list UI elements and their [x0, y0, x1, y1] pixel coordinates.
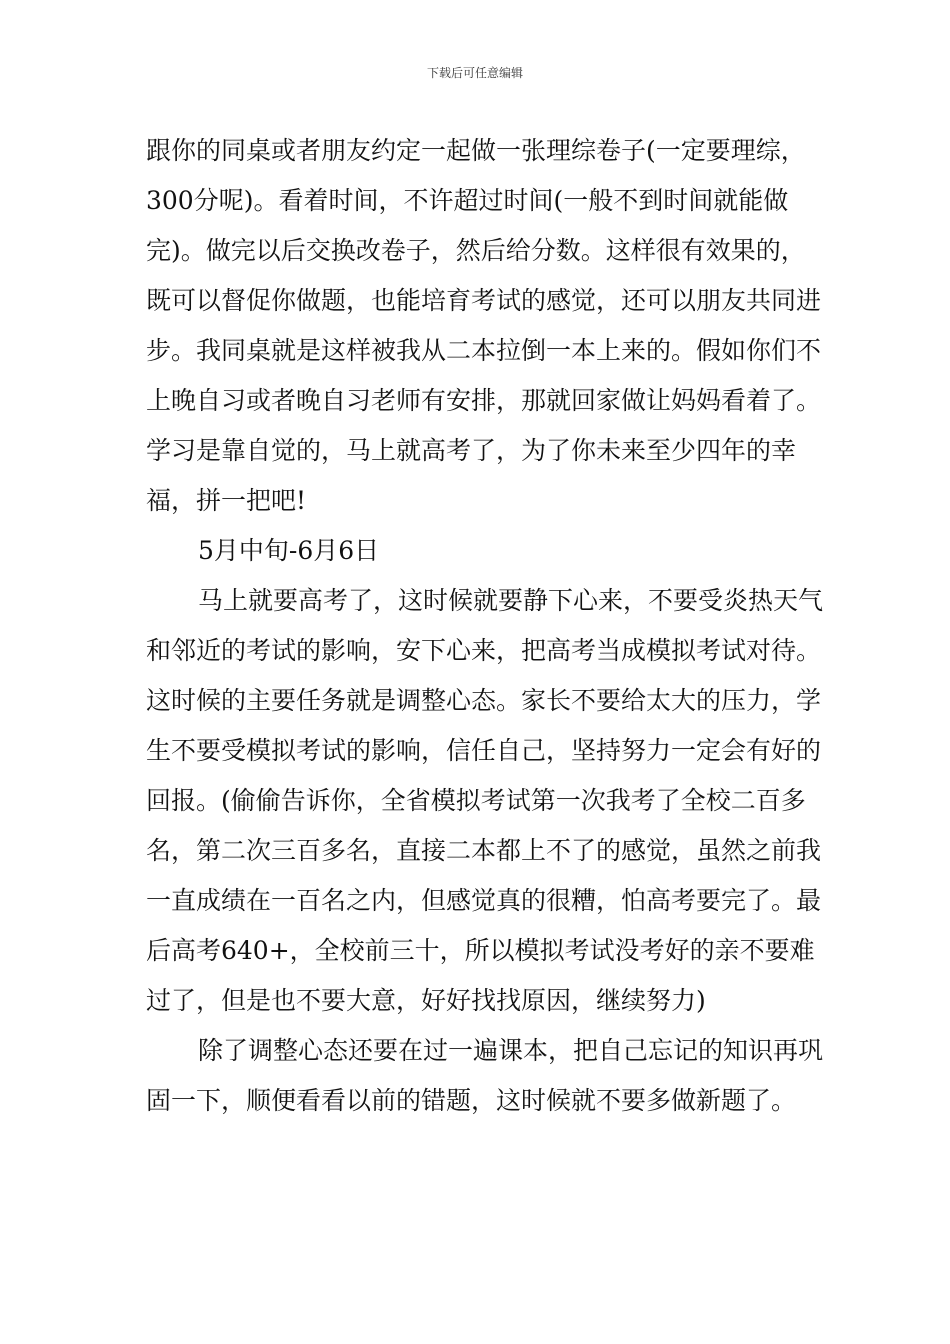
paragraph-review-textbook: 除了调整心态还要在过一遍课本，把自己忘记的知识再巩固一下，顺便看看以前的错题，这时候就不要多做新题了。 [146, 1036, 824, 1115]
section-heading-date-range: 5月中旬-6月6日 [198, 536, 380, 565]
document-body [146, 126, 826, 1126]
paragraph-study-partner: 跟你的同桌或者朋友约定一起做一张理综卷子(一定要理综，300分呢)。看着时间，不许超过时间(一般不到时间就能做完)。做完以后交换改卷子，然后给分数。这样很有效果的，既可以督促你做题，也能培育考试的感觉，还可以朋友共同进步。我同桌就是这样被我从二本拉倒一本上来的。假如你们不上晚自习或者晚自习老师有安排，那就回家做让妈妈看着了。学习是靠自觉的，马上就高考了，为了你未来至少四年的幸福，拼一把吧! [146, 136, 822, 515]
page-header: 下载后可任意编辑 [426, 66, 523, 80]
paragraph-mindset: 马上就要高考了，这时候就要静下心来，不要受炎热天气和邻近的考试的影响，安下心来，把高考当成模拟考试对待。这时候的主要任务就是调整心态。家长不要给太大的压力，学生不要受模拟考试的影响，信任自己，坚持努力一定会有好的回报。(偷偷告诉你，全省模拟考试第一次我考了全校二百多名，第二次三百多名，直接二本都上不了的感觉，虽然之前我一直成绩在一百名之内，但感觉真的很糟，怕高考要完了。最后高考640+，全校前三十，所以模拟考试没考好的亲不要难过了，但是也不要大意，好好找找原因，继续努力) [146, 586, 824, 1015]
